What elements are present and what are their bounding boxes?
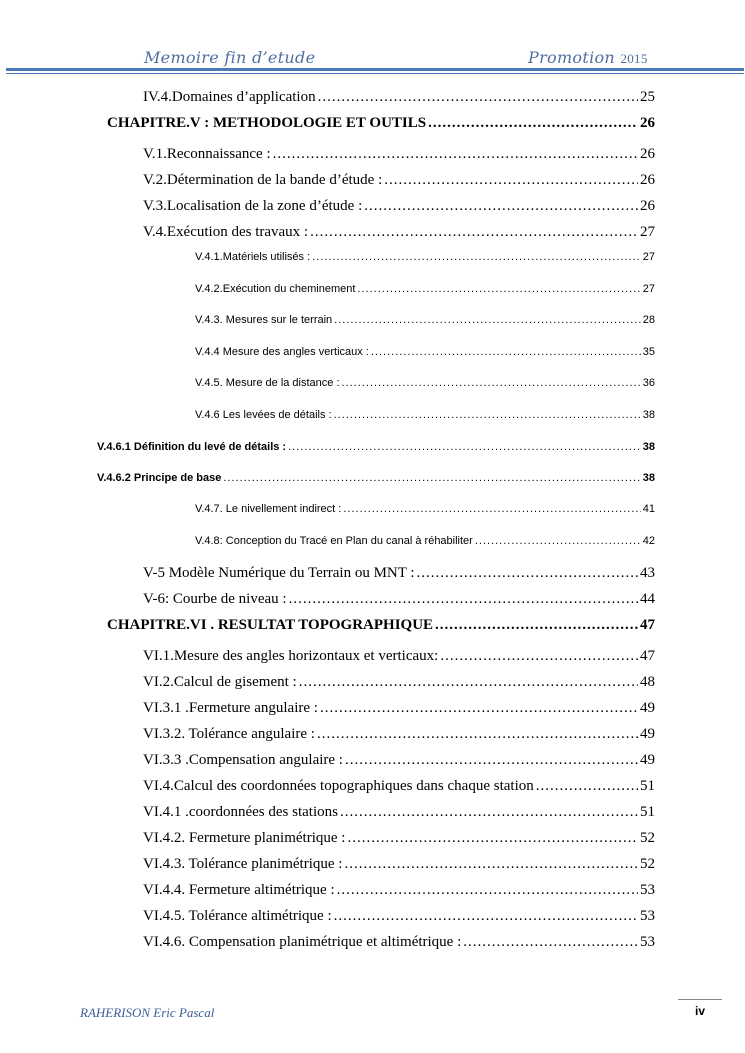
toc-entry-title: VI.4.1 .coordonnées des stations	[143, 804, 338, 820]
toc-entry-page: 52	[640, 856, 655, 872]
toc-entry-title: CHAPITRE.VI . RESULTAT TOPOGRAPHIQUE	[107, 617, 434, 633]
toc-entry-page: 36	[642, 377, 655, 389]
toc-leader	[334, 409, 641, 421]
toc-chapter-entry[interactable]	[107, 617, 655, 634]
footer-rule	[678, 999, 722, 1000]
header-document-title: Memoire fin d’etude	[144, 48, 316, 67]
toc-entry-page: 44	[640, 591, 655, 607]
header-promotion-label: Promotion	[528, 48, 616, 67]
toc-chapter-entry[interactable]	[107, 115, 655, 132]
toc-leader	[334, 314, 641, 326]
toc-entry-page: 49	[640, 700, 655, 716]
toc-entry-title: V.4.6 Les levées de détails :	[195, 409, 332, 421]
toc-entry[interactable]	[143, 146, 655, 163]
toc-entry-page: 51	[640, 804, 655, 820]
toc-entry-title: IV.4.Domaines d’application	[143, 89, 316, 105]
toc-entry-title: V.4.5. Mesure de la distance :	[195, 377, 340, 389]
toc-entry-title: V.4.4 Mesure des angles verticaux :	[195, 346, 369, 358]
header-rule-thin	[6, 73, 744, 74]
header-promotion	[528, 48, 648, 67]
toc-entry-page: 26	[640, 115, 655, 131]
toc-entry-page: 53	[640, 882, 655, 898]
toc-entry[interactable]	[143, 224, 655, 241]
toc-entry-page: 25	[640, 89, 655, 105]
toc-entry-page: 51	[640, 778, 655, 794]
toc-leader	[428, 115, 638, 132]
toc-subentry[interactable]	[195, 251, 655, 263]
toc-entry-title: V.2.Détermination de la bande d’étude :	[143, 172, 383, 188]
toc-entry[interactable]	[143, 934, 655, 951]
toc-entry[interactable]	[143, 565, 655, 582]
toc-entry-page: 35	[642, 346, 655, 358]
toc-leader	[475, 535, 641, 547]
toc-entry[interactable]	[143, 882, 655, 899]
toc-entry-title: VI.4.2. Fermeture planimétrique :	[143, 830, 346, 846]
toc-leader	[344, 856, 638, 873]
toc-entry-page: 53	[640, 934, 655, 950]
toc-entry-title: VI.4.Calcul des coordonnées topographiques dans chaque station	[143, 778, 534, 794]
toc-leader	[273, 146, 638, 163]
toc-leader	[463, 934, 638, 951]
toc-entry-title: VI.3.3 .Compensation angulaire :	[143, 752, 343, 768]
toc-entry-page: 38	[642, 441, 655, 453]
toc-entry-title: VI.4.6. Compensation planimétrique et altimétrique :	[143, 934, 462, 950]
toc-entry-page: 52	[640, 830, 655, 846]
toc-entry-page: 48	[640, 674, 655, 690]
toc-entry[interactable]	[143, 778, 655, 795]
toc-entry-page: 42	[642, 535, 655, 547]
toc-entry[interactable]	[143, 726, 655, 743]
toc-entry-page: 49	[640, 726, 655, 742]
toc-entry[interactable]	[143, 89, 655, 106]
header-rule	[6, 68, 744, 71]
toc-leader	[342, 377, 641, 389]
toc-leader	[288, 441, 641, 453]
toc-entry-page: 28	[642, 314, 655, 326]
toc-entry-page: 47	[640, 648, 655, 664]
toc-entry-page: 26	[640, 172, 655, 188]
toc-subentry[interactable]	[195, 377, 655, 389]
toc-entry-title: VI.2.Calcul de gisement :	[143, 674, 297, 690]
toc-entry-title: V.4.Exécution des travaux :	[143, 224, 309, 240]
toc-entry-page: 53	[640, 908, 655, 924]
toc-entry-title: V.3.Localisation de la zone d’étude :	[143, 198, 363, 214]
toc-leader	[417, 565, 638, 582]
toc-leader	[289, 591, 638, 608]
toc-entry-title: VI.3.1 .Fermeture angulaire :	[143, 700, 318, 716]
footer-author: RAHERISON Eric Pascal	[80, 1005, 215, 1020]
toc-leader	[384, 172, 638, 189]
toc-entry-title: V.4.8: Conception du Tracé en Plan du canal à réhabiliter	[195, 535, 473, 547]
toc-entry-title: VI.4.5. Tolérance altimétrique :	[143, 908, 332, 924]
toc-entry-page: 49	[640, 752, 655, 768]
toc-entry-title: V.4.6.1 Définition du levé de détails :	[97, 441, 287, 453]
toc-entry-page: 41	[642, 503, 655, 515]
toc-entry-page: 47	[640, 617, 655, 633]
toc-entry-title: V.4.1.Matériels utilisés :	[195, 251, 311, 263]
toc-entry[interactable]	[143, 648, 655, 665]
toc-entry-title: V.4.6.2 Principe de base	[97, 472, 222, 484]
toc-entry-page: 27	[642, 251, 655, 263]
toc-entry-title: V.4.3. Mesures sur le terrain	[195, 314, 333, 326]
toc-entry[interactable]	[143, 856, 655, 873]
toc-leader	[440, 648, 638, 665]
toc-leader	[340, 804, 638, 821]
toc-entry[interactable]	[143, 172, 655, 189]
toc-subentry[interactable]	[195, 409, 655, 421]
toc-entry-title: V.4.7. Le nivellement indirect :	[195, 503, 342, 515]
toc-entry-title: VI.1.Mesure des angles horizontaux et verticaux:	[143, 648, 439, 664]
toc-subentry[interactable]	[195, 346, 655, 358]
toc-leader	[364, 198, 638, 215]
toc-entry[interactable]	[143, 752, 655, 769]
toc-leader	[347, 830, 638, 847]
toc-leader	[320, 700, 638, 717]
toc-leader	[310, 224, 638, 241]
toc-subentry[interactable]	[195, 314, 655, 326]
toc-leader	[299, 674, 638, 691]
toc-entry-title: VI.4.3. Tolérance planimétrique :	[143, 856, 343, 872]
toc-subsubentry[interactable]	[97, 472, 655, 484]
toc-entry-title: V.1.Reconnaissance :	[143, 146, 271, 162]
toc-entry-page: 26	[640, 198, 655, 214]
toc-entry-title: V-6: Courbe de niveau :	[143, 591, 287, 607]
toc-entry-title: CHAPITRE.V : METHODOLOGIE ET OUTILS	[107, 115, 427, 131]
toc-entry[interactable]	[143, 830, 655, 847]
toc-entry[interactable]	[143, 908, 655, 925]
toc-subentry[interactable]	[195, 503, 655, 515]
toc-leader	[357, 283, 640, 295]
toc-leader	[223, 472, 640, 484]
toc-leader	[318, 89, 638, 106]
toc-entry-title: VI.3.2. Tolérance angulaire :	[143, 726, 315, 742]
toc-entry-page: 43	[640, 565, 655, 581]
toc-subentry[interactable]	[195, 283, 655, 295]
toc-leader	[435, 617, 638, 634]
toc-entry-title: V-5 Modèle Numérique du Terrain ou MNT :	[143, 565, 415, 581]
toc-subsubentry[interactable]	[97, 441, 655, 453]
toc-entry-title: VI.4.4. Fermeture altimétrique :	[143, 882, 335, 898]
footer-page-number: iv	[695, 1004, 706, 1018]
toc-entry-title: V.4.2.Exécution du cheminement	[195, 283, 356, 295]
toc-subentry[interactable]	[195, 535, 655, 547]
toc-entry-page: 27	[642, 283, 655, 295]
toc-entry[interactable]	[143, 198, 655, 215]
toc-entry[interactable]	[143, 674, 655, 691]
toc-leader	[343, 503, 640, 515]
toc-entry[interactable]	[143, 700, 655, 717]
toc-entry[interactable]	[143, 591, 655, 608]
toc-entry-page: 27	[640, 224, 655, 240]
toc-leader	[337, 882, 638, 899]
toc-leader	[312, 251, 641, 263]
toc-entry-page: 38	[642, 409, 655, 421]
toc-leader	[536, 778, 638, 795]
toc-leader	[334, 908, 638, 925]
toc-leader	[317, 726, 638, 743]
toc-entry-page: 26	[640, 146, 655, 162]
toc-entry[interactable]	[143, 804, 655, 821]
toc-leader	[371, 346, 641, 358]
toc-leader	[345, 752, 638, 769]
header-promotion-year: 2015	[620, 51, 648, 66]
toc-entry-page: 38	[642, 472, 655, 484]
